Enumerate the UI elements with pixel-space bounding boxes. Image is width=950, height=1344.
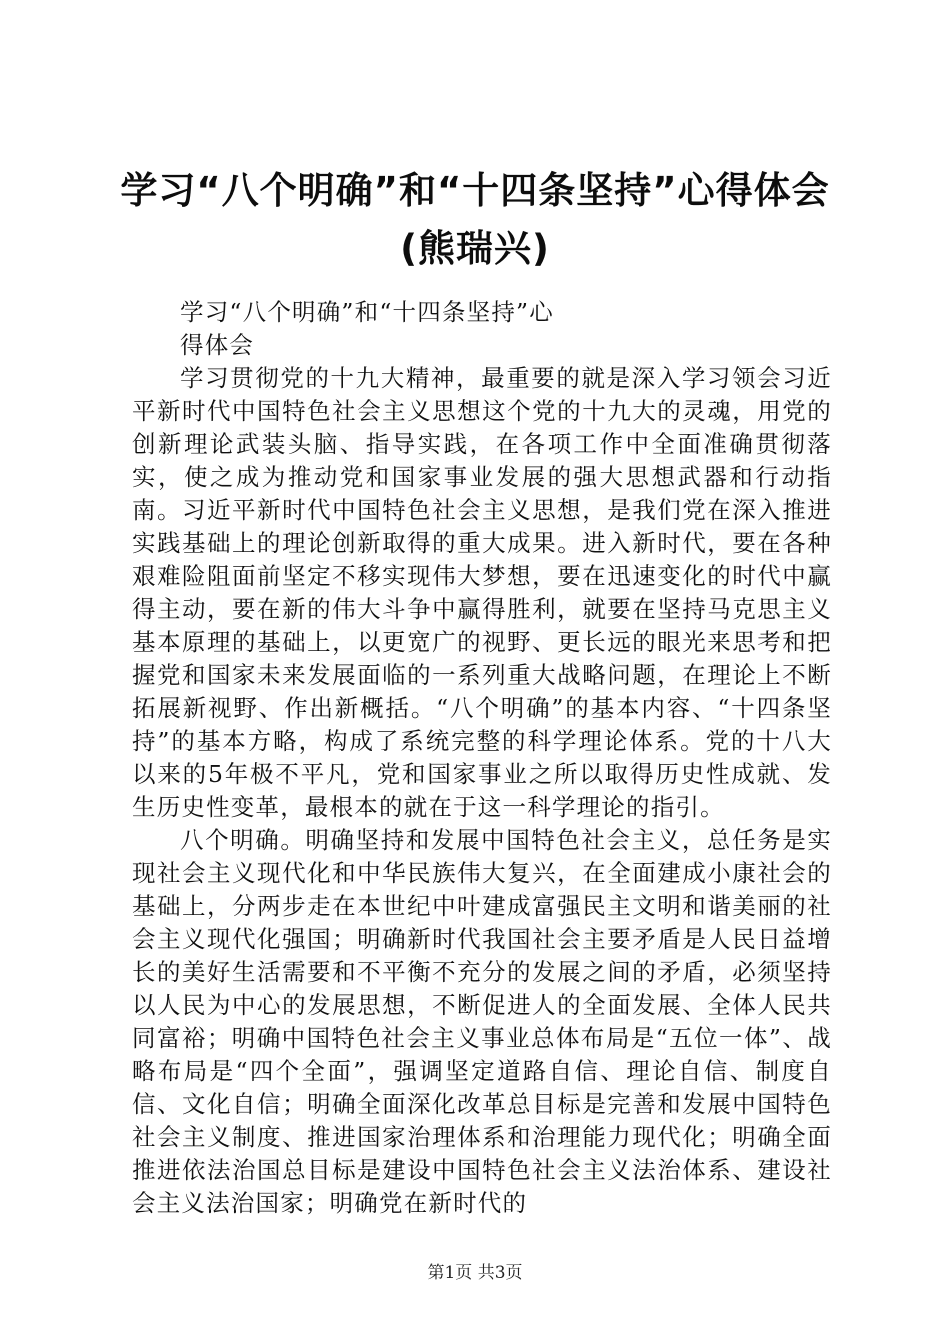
document-title-line2: (熊瑞兴)	[400, 227, 550, 270]
paragraph-1: 学习贯彻党的十九大精神，最重要的就是深入学习领会习近平新时代中国特色社会主义思想这个党的十九大的灵魂，用党的创新理论武装头脑、指导实践，在各项工作中全面准确贯彻落实，使之成为推动党和国家事业发展的强大思想武器和行动指南。习近平新时代中国特色社会主义思想，是我们党在深入推进实践基础上的理论创新取得的重大成果。进入新时代，要在各种艰难险阻面前坚定不移实现伟大梦想，要在迅速变化的时代中赢得主动，要在新的伟大斗争中赢得胜利，就要在坚持马克思主义基本原理的基础上，以更宽广的视野、更长远的眼光来思考和把握党和国家未来发展面临的一系列重大战略问题，在理论上不断拓展新视野、作出新概括。“八个明确”的基本内容、“十四条坚持”的基本方略，构成了系统完整的科学理论体系。党的十八大以来的5年极不平凡，党和国家事业之所以取得历史性成就、发生历史性变革，最根本的就在于这一科学理论的指引。	[132, 364, 832, 821]
document-title-line1: 学习“八个明确”和“十四条坚持”心得体会	[120, 169, 830, 212]
paragraph-2: 八个明确。明确坚持和发展中国特色社会主义，总任务是实现社会主义现代化和中华民族伟大复兴，在全面建成小康社会的基础上，分两步走在本世纪中叶建成富强民主文明和谐美丽的社会主义现代化强国；明确新时代我国社会主要矛盾是人民日益增长的美好生活需要和不平衡不充分的发展之间的矛盾，必须坚持以人民为中心的发展思想，不断促进人的全面发展、全体人民共同富裕；明确中国特色社会主义事业总体布局是“五位一体”、战略布局是“四个全面”，强调坚定道路自信、理论自信、制度自信、文化自信；明确全面深化改革总目标是完善和发展中国特色社会主义制度、推进国家治理体系和治理能力现代化；明确全面推进依法治国总目标是建设中国特色社会主义法治体系、建设社会主义法治国家；明确党在新时代的	[132, 826, 832, 1217]
page-footer: 第1页 共3页	[427, 1263, 523, 1283]
subheading	[132, 296, 832, 362]
subheading-line2: 得体会	[180, 331, 255, 359]
subheading-line1: 学习“八个明确”和“十四条坚持”心	[180, 298, 554, 326]
